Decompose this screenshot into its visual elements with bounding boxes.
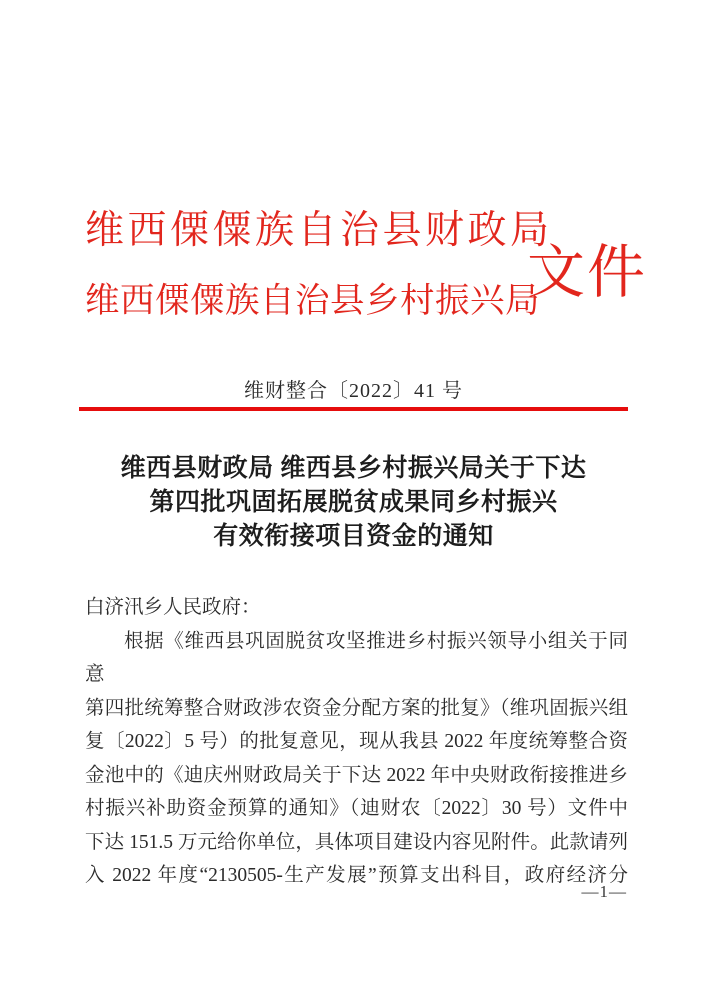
letterhead-doc-type-label: 文件 bbox=[527, 240, 648, 305]
body-paragraph-line: 复〔2022〕5 号）的批复意见，现从我县 2022 年度统筹整合资 bbox=[85, 731, 628, 752]
red-separator-line bbox=[79, 407, 628, 411]
letterhead-org-name-2: 维西傈僳族自治县乡村振兴局 bbox=[85, 282, 540, 320]
body-paragraph-line: 金池中的《迪庆州财政局关于下达 2022 年中央财政衔接推进乡 bbox=[85, 764, 628, 786]
body-paragraph-line: 第四批统筹整合财政涉农资金分配方案的批复》（维巩固振兴组 bbox=[85, 697, 628, 719]
document-number: 维财整合〔2022〕41 号 bbox=[244, 380, 463, 402]
body-paragraph-line: 村振兴补助资金预算的通知》（迪财农〔2022〕30 号）文件中 bbox=[85, 798, 628, 819]
letterhead-org-name-1: 维西傈僳族自治县财政局 bbox=[85, 209, 553, 252]
salutation: 白济汛乡人民政府： bbox=[85, 597, 261, 618]
page-number: —1— bbox=[581, 882, 627, 901]
body-paragraph-line: 入 2022 年度“2130505-生产发展”预算支出科目，政府经济分 bbox=[85, 865, 628, 886]
document-title-line-1: 维西县财政局 维西县乡村振兴局关于下达 bbox=[120, 455, 587, 482]
body-paragraph-line: 下达 151.5 万元给你单位，具体项目建设内容见附件。此款请列 bbox=[85, 831, 628, 853]
document-title bbox=[0, 452, 707, 554]
document-title-line-2: 第四批巩固拓展脱贫成果同乡村振兴 bbox=[149, 489, 558, 516]
document-body bbox=[85, 591, 628, 893]
body-paragraph-line: 根据《维西县巩固脱贫攻坚推进乡村振兴领导小组关于同意 bbox=[85, 630, 628, 685]
document-title-line-3: 有效衔接项目资金的通知 bbox=[213, 523, 494, 550]
